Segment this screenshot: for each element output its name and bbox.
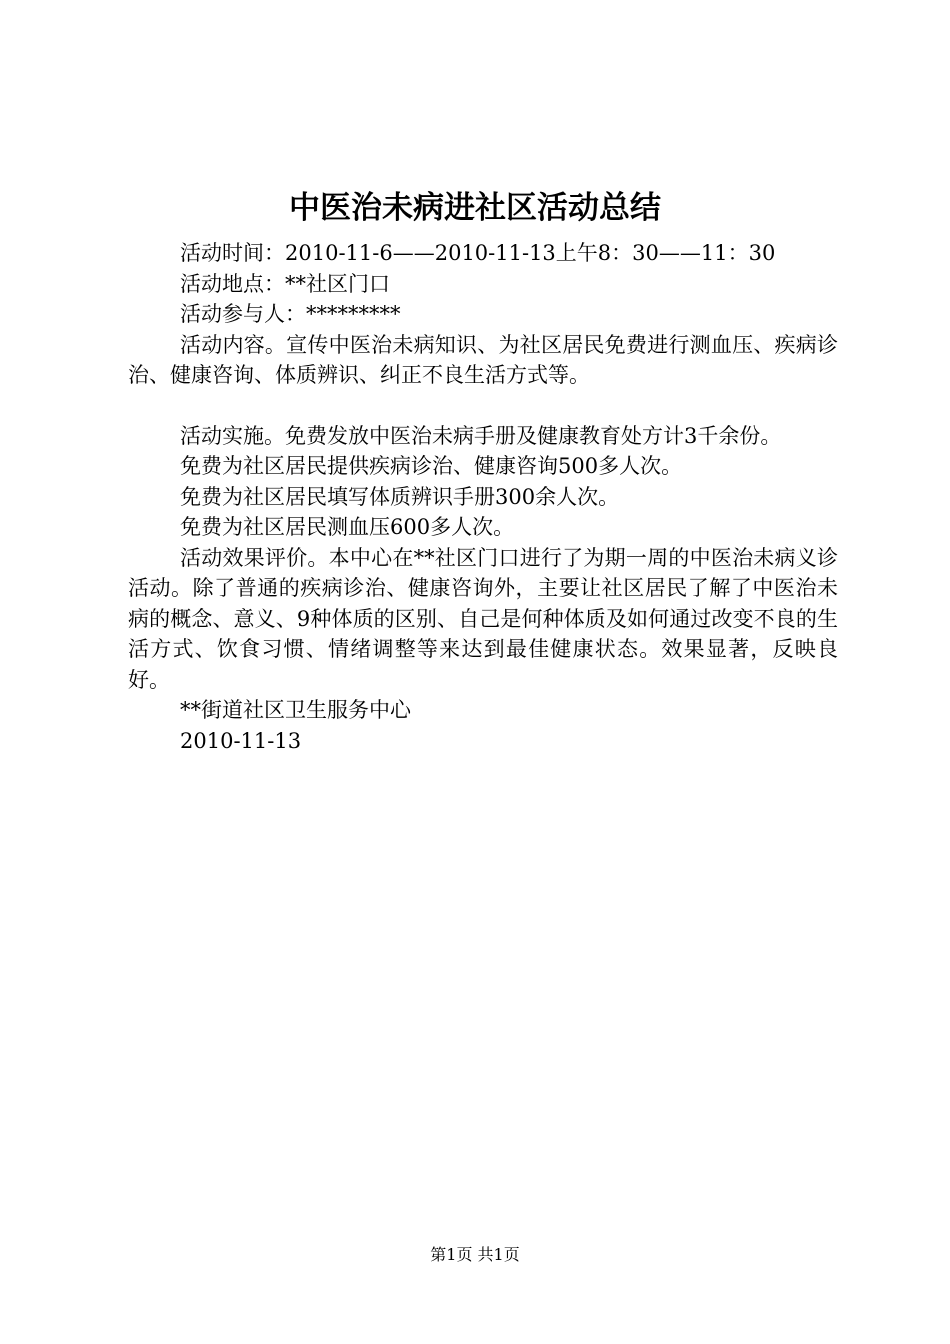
activity-implementation-paragraph: 活动实施。免费发放中医治未病手册及健康教育处方计3千余份。 [180,423,782,448]
activity-location-paragraph: 活动地点：**社区门口 [180,271,390,296]
document-title: 中医治未病进社区活动总结 [289,190,661,226]
signature-date: 2010-11-13 [180,728,302,753]
blood-pressure-paragraph: 免费为社区居民测血压600多人次。 [180,515,515,539]
page-footer: 第1页 共1页 [430,1245,520,1264]
consultation-count-paragraph: 免费为社区居民提供疾病诊治、健康咨询500多人次。 [180,454,683,478]
signature-organization: **街道社区卫生服务中心 [180,698,411,722]
activity-participants-paragraph: 活动参与人：********* [180,302,401,326]
document-body [128,238,838,756]
activity-time-paragraph: 活动时间：2010-11-6——2010-11-13上午8：30——11：30 [180,241,776,265]
constitution-booklet-paragraph: 免费为社区居民填写体质辨识手册300余人次。 [180,484,620,509]
activity-content-paragraph: 活动内容。宣传中医治未病知识、为社区居民免费进行测血压、疾病诊治、健康咨询、体质辨识、纠正不良生活方式等。 [128,332,838,387]
evaluation-paragraph: 活动效果评价。本中心在**社区门口进行了为期一周的中医治未病义诊活动。除了普通的疾病诊治、健康咨询外，主要让社区居民了解了中医治未病的概念、意义、9种体质的区别、自己是何种体质及如何通过改变不良的生活方式、饮食习惯、情绪调整等来达到最佳健康状态。效果显著，反映良好。 [128,545,838,692]
